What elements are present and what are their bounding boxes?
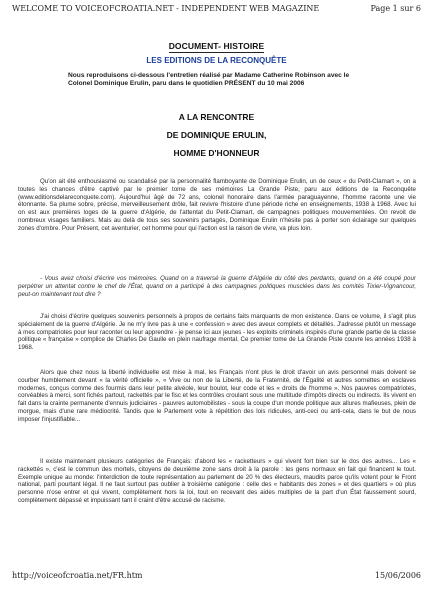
intro-line-2: Colonel Dominique Erulin, paru dans le quotidien PRÉSENT du 10 mai 2006 <box>68 80 305 88</box>
publisher-name: LES EDITIONS DE LA RECONQUÊTE <box>146 56 287 65</box>
paragraph-answer-1: J'ai choisi d'écrire quelques souvenirs personnels à propos de certains faits marquants de mon existence. Dans ce volume, il s'agit plus spécialement de la guerre d'Algérie. Je ne m'y livre pas à une « confession » avec des aveux complets et détaillés. J'adresse plutôt un message à mes compatriotes pour leur raconter ou leur apprendre - je pense ici aux jeunes - les exploits criminels inspirés d'une grande partie de la classe politique « française » complice de Charles De Gaulle en plein naufrage mental. Ce premier tome de La Grande Piste couvre les années 1938 à 1968. <box>18 313 416 352</box>
intro-note <box>68 72 358 89</box>
paragraph-answer-2: Alors que chez nous la liberté individuelle est mise à mal, les Français n'ont plus le droit d'avoir un avis personnel mais doivent se courber humblement devant « la vérité officielle », « Vive ou non de la Liberté, de la Fraternité, de l'Égalité et autres sornettes en esclaves modernes, conçus comme des fourmis dans leur petite alvéole, leur boulot, leur code et les « droits de l'homme ». Nos pauvres compatriotes, corvéables à merci, sont fichés partout, rackettés par le fisc et les contrôles croulant sous une multitude d'impôts directs ou indirects. Ils vivent en fait dans la crainte permanente d'ennuis judiciaires - pauvres automobilistes - sous la coupe d'un monde politique aux allures mafieuses, plein de morgue, mais d'une rare médiocrité. Tandis que le Parlement vote à répétition des lois ridicules, anti-ceci ou anti-cela, dans le but de nous imposer l'injustifiable... <box>18 369 416 423</box>
article-heading-1: A LA RENCONTRE <box>178 112 255 122</box>
footer-date: 15/06/2006 <box>374 571 421 580</box>
article-heading-2: DE DOMINIQUE ERULIN, <box>166 130 267 140</box>
header-page-number: Page 1 sur 6 <box>370 4 421 13</box>
page-footer <box>12 571 421 583</box>
footer-url: http://voiceofcroatia.net/FR.htm <box>12 571 143 580</box>
section-title-text: DOCUMENT- HISTOIRE <box>168 41 265 51</box>
intro-line-1: Nous reproduisons ci-dessous l'entretien réalisé par Madame Catherine Robinson avec le <box>68 72 350 79</box>
paragraph-question: - Vous avez choisi d'écrire vos mémoires. Quand on a traversé la guerre d'Algérie du côté des perdants, quand on a été coupé pour perpétrer un attentat contre le chef de l'État, quand on a participé à des campagnes politiques musclées dans les comités Tixier-Vignancour, peut-on maintenant tout dire ? <box>18 275 416 298</box>
article-heading-3: HOMME D'HONNEUR <box>173 148 260 158</box>
paragraph-answer-3: Il existe maintenant plusieurs catégories de Français: d'abord les « racketteurs » qui vivent fort bien sur le dos des autres... Les « rackettés », c'est le commun des mortels, citoyens de deuxième zone sans droit à la parole : les gens normaux en fait qui financent le tout. Exemple unique au monde: l'interdiction de toute représentation au parlement de 20 % des électeurs, maudits parce qu'ils votent pour le Front national, parti pourtant légal. Il ne faut surtout pas oublier à troisième catégorie : celle des « habitants des zones » et des quartiers » où plus personne n'ose entrer et qui vivent, complètement hors la loi, tout en recevant des aides multiples de la part d'un État faussement sourd, complètement dépassé et impuissant tant il craint d'être accusé de racisme. <box>18 458 416 504</box>
header-site-title: WELCOME TO VOICEOFCROATIA.NET - INDEPENDENT WEB MAGAZINE <box>12 4 320 13</box>
section-title <box>0 41 433 51</box>
page-header <box>12 4 421 16</box>
paragraph-intro: Qu'on ait été enthousiasmé ou scandalisé par la personnalité flamboyante de Dominique Erulin, un de ceux « du Petit-Clamart », on a toutes les chances d'être captivé par le premier tome de ses mémoires La Grande Piste, paru aux éditions de la Reconquête (www.editionsdelareconquete.com). Aujourd'hui âgé de 72 ans, colonel honoraire dans l'armée paraguayenne, l'homme raconte une vie étonnante. Sa plume sobre, précise, merveilleusement drôle, fait revivre l'histoire d'une période riche en enseignements, 1938 à 1968. Avec lui on est aux premières loges de la guerre d'Algérie, de l'attentat du Petit-Clamart, de campagnes politiques mouvementées. On revoit de nombreux visages familiers. Mais au delà de tous ses souvenirs partagés, Dominique Erulin n'hésite pas à porter son éclairage sur quelques zones d'ombre. Pour Présent, cet aventurier, cet homme pour qui l'action est la raison de vivre, va plus loin. <box>18 178 416 232</box>
